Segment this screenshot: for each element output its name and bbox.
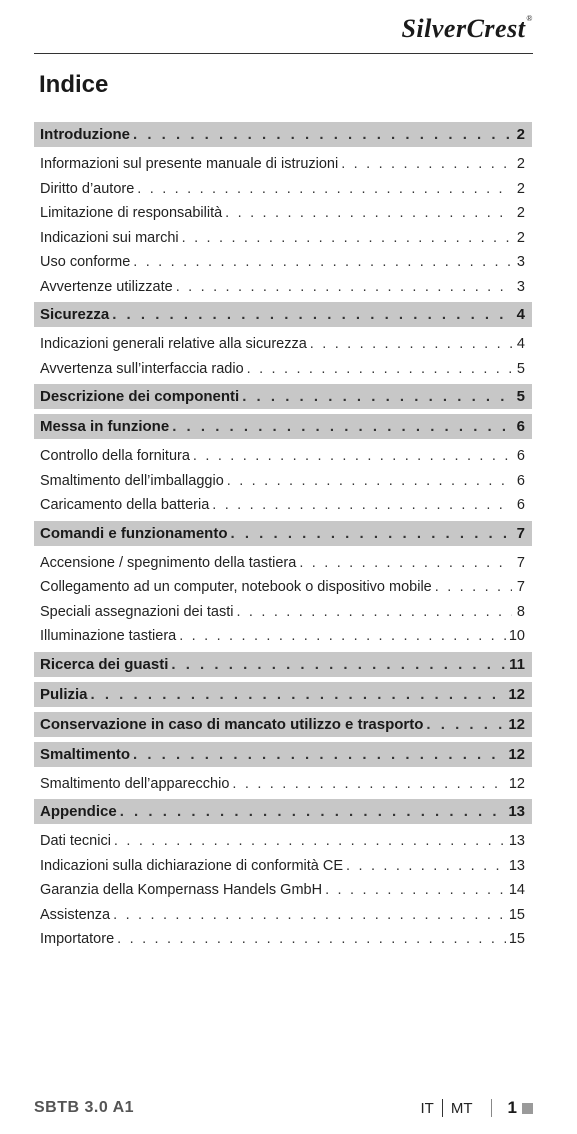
dot-leader [133, 746, 505, 763]
toc-entry[interactable] [34, 854, 532, 879]
toc-entry-title: Collegamento ad un computer, notebook o dispositivo mobile [40, 579, 432, 596]
toc-section-page: 12 [508, 745, 525, 763]
toc-section[interactable] [34, 414, 532, 439]
registered-mark: ® [526, 14, 533, 23]
toc-section[interactable] [34, 799, 532, 824]
toc-entry[interactable] [34, 878, 532, 903]
toc-entry-page: 6 [516, 472, 525, 489]
dot-leader [133, 126, 512, 143]
dot-leader [247, 361, 512, 377]
toc-entry-page: 10 [508, 628, 525, 645]
toc-entry-title: Informazioni sul presente manuale di istruzioni [40, 156, 339, 173]
toc-section[interactable] [34, 521, 532, 546]
toc-section[interactable] [34, 712, 532, 737]
language-separator [442, 1099, 443, 1117]
toc-entry-title: Importatore [40, 931, 115, 948]
toc-section-page: 12 [508, 685, 525, 703]
dot-leader [231, 525, 513, 542]
toc-entry-page: 7 [516, 554, 525, 571]
toc-entry-title: Controllo della fornitura [40, 448, 190, 465]
toc-entry[interactable] [34, 772, 532, 797]
toc-entry-title: Smaltimento dell’imballaggio [40, 472, 224, 489]
table-of-contents [34, 119, 532, 952]
toc-entry-title: Avvertenza sull’interfaccia radio [40, 360, 244, 377]
dot-leader [120, 803, 506, 820]
toc-entry-page: 3 [516, 254, 525, 271]
toc-entry-page: 2 [516, 180, 525, 197]
toc-entry[interactable] [34, 201, 532, 226]
toc-entry-title: Diritto d’autore [40, 180, 135, 197]
toc-entry-page: 4 [516, 336, 525, 353]
toc-entry-title: Assistenza [40, 906, 111, 923]
toc-entry[interactable] [34, 177, 532, 202]
dot-leader [299, 555, 512, 571]
toc-section-page: 2 [516, 126, 525, 143]
toc-entry-page: 7 [516, 579, 525, 596]
toc-entry-page: 13 [508, 833, 525, 850]
toc-entry[interactable] [34, 829, 532, 854]
toc-section-page: 7 [516, 524, 525, 542]
toc-section-title: Smaltimento [40, 745, 131, 763]
dot-leader [435, 579, 512, 595]
dot-leader [227, 473, 512, 489]
toc-entry[interactable] [34, 903, 532, 928]
page-footer [34, 1097, 533, 1119]
toc-entry[interactable] [34, 152, 532, 177]
dot-leader [341, 156, 512, 172]
dot-leader [112, 306, 512, 323]
toc-section-page: 12 [508, 715, 525, 733]
toc-section-title: Appendice [40, 803, 117, 820]
header-rule [34, 53, 533, 54]
dot-leader [137, 181, 512, 197]
toc-section-title: Ricerca dei guasti [40, 655, 169, 673]
toc-entry-title: Illuminazione tastiera [40, 628, 177, 645]
toc-entry-page: 6 [516, 448, 525, 465]
dot-leader [91, 686, 506, 703]
toc-entry[interactable] [34, 226, 532, 251]
model-number: SBTB 3.0 A1 [34, 1099, 135, 1116]
toc-entry-page: 2 [516, 156, 525, 173]
dot-leader [346, 858, 506, 874]
toc-entry[interactable] [34, 357, 532, 382]
page-title: Indice [39, 71, 109, 98]
toc-entry[interactable] [34, 927, 532, 952]
dot-leader [171, 656, 506, 673]
dot-leader [225, 205, 512, 221]
brand-logo [401, 14, 533, 44]
dot-leader [179, 628, 506, 644]
page-marker-square [522, 1103, 533, 1114]
dot-leader [325, 882, 506, 898]
toc-entry[interactable] [34, 600, 532, 625]
toc-section-page: 6 [516, 418, 525, 435]
toc-entry-page: 2 [516, 229, 525, 246]
toc-entry-title: Garanzia della Kompernass Handels GmbH [40, 882, 323, 899]
toc-section[interactable] [34, 302, 532, 327]
toc-entry-title: Indicazioni sui marchi [40, 229, 179, 246]
toc-entry-page: 15 [508, 906, 525, 923]
dot-leader [114, 833, 506, 849]
toc-section-title: Pulizia [40, 685, 88, 703]
toc-entry[interactable] [34, 551, 532, 576]
toc-entry-title: Dati tecnici [40, 833, 111, 850]
footer-right [421, 1098, 533, 1118]
toc-section[interactable] [34, 742, 532, 767]
toc-entry-page: 3 [516, 278, 525, 295]
toc-entry[interactable] [34, 469, 532, 494]
toc-entry[interactable] [34, 332, 532, 357]
dot-leader [310, 336, 512, 352]
toc-section[interactable] [34, 384, 532, 409]
toc-section-title: Introduzione [40, 126, 130, 143]
dot-leader [117, 931, 506, 947]
toc-entry-page: 8 [516, 603, 525, 620]
dot-leader [232, 776, 505, 792]
toc-section-title: Comandi e funzionamento [40, 524, 228, 542]
dot-leader [172, 418, 512, 435]
language-code-it: IT [420, 1099, 434, 1117]
footer-divider [491, 1099, 492, 1117]
toc-entry[interactable] [34, 575, 532, 600]
toc-section-title: Conservazione in caso di mancato utilizzo e trasporto [40, 715, 424, 733]
brand-name: SilverCrest [401, 14, 526, 43]
toc-entry-title: Avvertenze utilizzate [40, 278, 173, 295]
toc-entry-title: Speciali assegnazioni dei tasti [40, 603, 234, 620]
page-number: 1 [507, 1098, 517, 1117]
toc-entry-page: 15 [508, 931, 525, 948]
toc-entry[interactable] [34, 275, 532, 300]
dot-leader [242, 388, 512, 405]
toc-section-page: 5 [516, 388, 525, 405]
toc-section[interactable] [34, 652, 532, 677]
dot-leader [236, 604, 512, 620]
dot-leader [212, 497, 512, 513]
dot-leader [182, 230, 512, 246]
toc-entry-title: Indicazioni sulla dichiarazione di conformità CE [40, 857, 344, 874]
toc-entry-page: 13 [508, 857, 525, 874]
toc-section[interactable] [34, 122, 532, 147]
toc-entry-title: Smaltimento dell’apparecchio [40, 775, 230, 792]
language-code-mt: MT [450, 1099, 473, 1117]
toc-section[interactable] [34, 682, 532, 707]
toc-section-title: Messa in funzione [40, 418, 170, 435]
toc-entry-title: Caricamento della batteria [40, 497, 210, 514]
toc-entry[interactable] [34, 444, 532, 469]
toc-entry-page: 14 [508, 882, 525, 899]
toc-entry-title: Uso conforme [40, 254, 131, 271]
dot-leader [133, 254, 512, 270]
toc-entry[interactable] [34, 250, 532, 275]
toc-section-title: Sicurezza [40, 306, 110, 323]
toc-entry-title: Limitazione di responsabilità [40, 205, 223, 222]
toc-entry-title: Indicazioni generali relative alla sicurezza [40, 336, 307, 353]
toc-entry-page: 12 [508, 775, 525, 792]
dot-leader [113, 907, 506, 923]
toc-section-page: 13 [508, 803, 525, 820]
toc-entry-page: 2 [516, 205, 525, 222]
toc-entry[interactable] [34, 624, 532, 649]
toc-section-page: 4 [516, 306, 525, 323]
toc-entry-page: 6 [516, 497, 525, 514]
toc-section-page: 11 [509, 655, 525, 673]
toc-entry-page: 5 [516, 360, 525, 377]
dot-leader [426, 716, 505, 733]
toc-entry-title: Accensione / spegnimento della tastiera [40, 554, 297, 571]
dot-leader [193, 448, 512, 464]
toc-entry[interactable] [34, 493, 532, 518]
dot-leader [176, 279, 512, 295]
toc-section-title: Descrizione dei componenti [40, 388, 240, 405]
